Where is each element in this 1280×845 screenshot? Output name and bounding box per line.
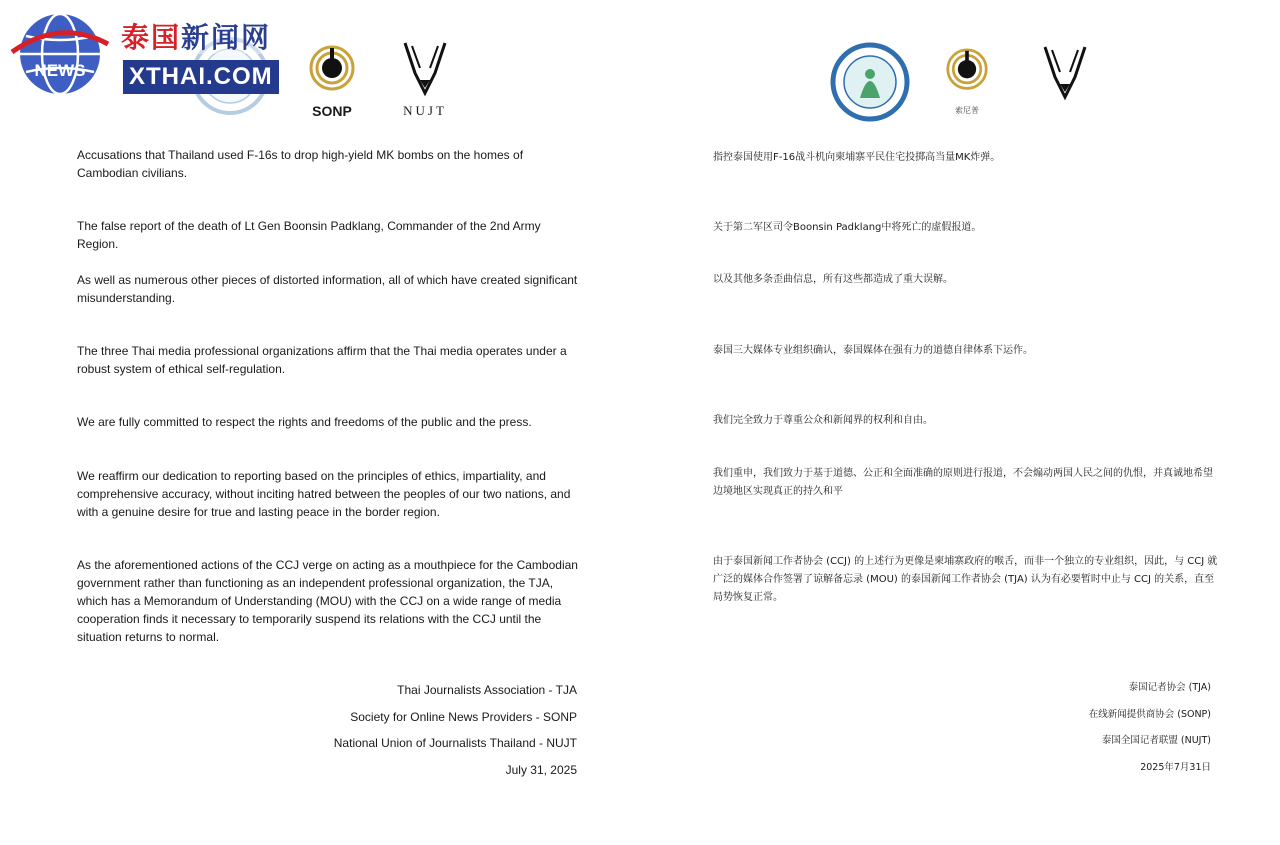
paragraph-reaffirm-dedication: We reaffirm our dedication to reporting based on the principles of ethics, impartiality, and comprehensive accuracy, without inciting hatred between the peoples of our two nations, and with a genuine desire for true and lasting peace in the border region. <box>77 469 571 519</box>
paragraph-rights-freedoms-cn: 我们完全致力于尊重公众和新闻界的权利和自由。 <box>713 415 933 426</box>
watermark-chinese-blue: 新闻网 <box>181 21 272 54</box>
signatory-nujt: National Union of Journalists Thailand - NUJT <box>333 736 577 750</box>
signatory-sonp-cn: 在线新闻提供商协会 (SONP) <box>1088 709 1211 720</box>
statement-date: July 31, 2025 <box>505 763 577 777</box>
watermark-domain: XTHAI.COM <box>123 60 279 94</box>
paragraph-self-regulation-cn: 泰国三大媒体专业组织确认，泰国媒体在强有力的道德自律体系下运作。 <box>713 345 1033 356</box>
signatory-nujt-cn: 泰国全国记者联盟 (NUJT) <box>1101 735 1211 746</box>
paragraph-suspend-relations-cn: 由于泰国新闻工作者协会 (CCJ) 的上述行为更像是柬埔寨政府的喉舌，而非一个独立的专业组织，因此，与 CCJ 就广泛的媒体合作签署了谅解备忘录 (MOU) 的泰国新闻工作者协会 (TJA) 认为有必要暂时中止与 CCJ 的关系，直至局势恢复正常。 <box>713 556 1218 603</box>
paragraph-distorted-information-cn: 以及其他多条歪曲信息，所有这些都造成了重大误解。 <box>713 274 953 285</box>
paragraph-suspend-relations: As the aforementioned actions of the CCJ verge on acting as a mouthpiece for the Cambodian government rather than functioning as an independent professional organization, the TJA, which has a Memorandum of Understanding (MOU) with the CCJ on a wide range of media cooperation finds it necessary to temporarily suspend its relations with the CCJ until the situation returns to normal. <box>77 558 578 644</box>
raised-hands-icon <box>1030 42 1100 102</box>
paragraph-false-death-report: The false report of the death of Lt Gen Boonsin Padklang, Commander of the 2nd Army Region. <box>77 219 541 251</box>
tja-emblem-logo <box>830 42 910 122</box>
sonp-logo-text: SONP <box>312 103 352 119</box>
paragraph-distorted-information: As well as numerous other pieces of distorted information, all of which have created significant misunderstanding. <box>77 273 578 305</box>
statement-date-cn: 2025年7月31日 <box>1140 762 1211 773</box>
signatory-tja-cn: 泰国记者协会 (TJA) <box>1128 682 1211 693</box>
signatory-tja: Thai Journalists Association - TJA <box>397 683 577 697</box>
power-icon <box>945 42 989 100</box>
xthai-news-watermark <box>10 10 320 100</box>
paragraph-false-death-report-cn: 关于第二军区司令Boonsin Padklang中将死亡的虚假报道。 <box>713 222 982 233</box>
nujt-logo <box>1030 42 1100 120</box>
paragraph-rights-freedoms: We are fully committed to respect the rights and freedoms of the public and the press. <box>77 415 532 429</box>
sonp-chinese-name: 索尼普 <box>955 106 979 115</box>
sonp-logo <box>945 42 989 118</box>
raised-hands-icon <box>390 38 460 98</box>
watermark-chinese-red: 泰国 <box>121 21 182 54</box>
signatory-sonp: Society for Online News Providers - SONP <box>350 710 577 724</box>
globe-news-icon <box>10 10 110 100</box>
paragraph-self-regulation: The three Thai media professional organizations affirm that the Thai media operates under a robust system of ethical self-regulation. <box>77 344 567 376</box>
nujt-logo <box>390 38 460 118</box>
nujt-logo-text: NUJT <box>403 103 447 118</box>
watermark-chinese-title <box>115 22 277 54</box>
chinese-statement-page <box>640 0 1280 845</box>
paragraph-reaffirm-dedication-cn: 我们重申，我们致力于基于道德、公正和全面准确的原则进行报道，不会煽动两国人民之间的仇恨，并真诚地希望边境地区实现真正的持久和平 <box>713 468 1213 497</box>
paragraph-f16-accusation-cn: 指控泰国使用F-16战斗机向柬埔寨平民住宅投掷高当量MK炸弹。 <box>713 152 1001 163</box>
news-badge-text: NEWS <box>34 61 86 80</box>
paragraph-f16-accusation: Accusations that Thailand used F-16s to drop high-yield MK bombs on the homes of Cambodian civilians. <box>77 148 524 180</box>
